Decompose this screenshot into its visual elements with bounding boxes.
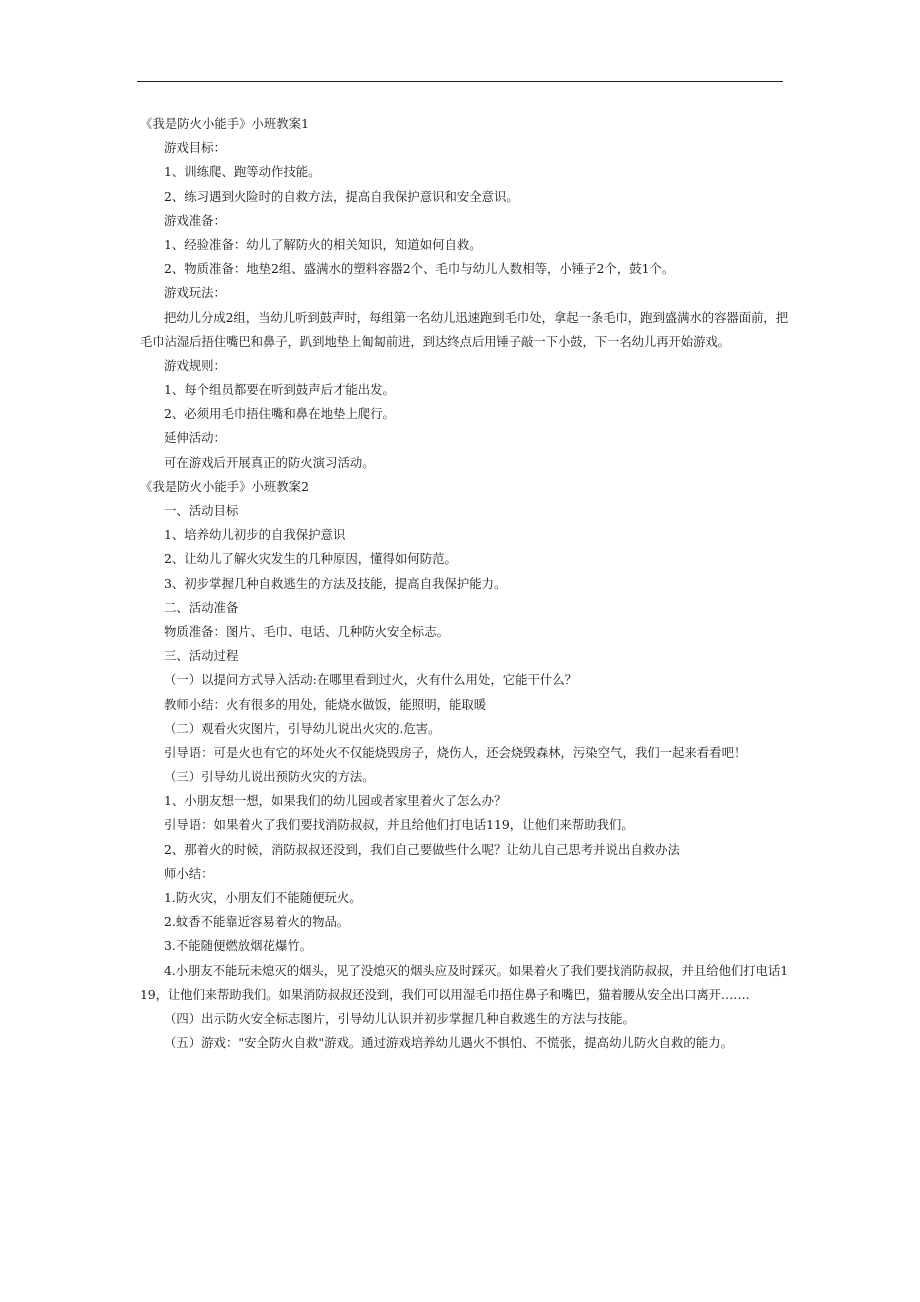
plan2-step-2: （二）观看火灾图片，引导幼儿说出火灾的.危害。 xyxy=(164,720,441,736)
header-rule xyxy=(137,81,783,82)
plan2-teacher-summary-2: 师小结： xyxy=(164,865,214,881)
plan1-ext-heading: 延伸活动： xyxy=(164,430,226,446)
plan1-play-heading: 游戏玩法： xyxy=(164,285,226,301)
plan2-tip-1: 1.防火灾，小朋友们不能随便玩火。 xyxy=(164,890,362,906)
plan2-step-3: （三）引导幼儿说出预防火灾的方法。 xyxy=(164,769,375,785)
plan2-sec2-heading: 二、活动准备 xyxy=(164,599,239,615)
plan2-teacher-summary-1: 教师小结：火有很多的用处，能烧水做饭，能照明，能取暖 xyxy=(164,696,487,712)
plan1-prep-heading: 游戏准备： xyxy=(164,212,226,228)
plan1-title: 《我是防火小能手》小班教案1 xyxy=(140,116,309,131)
plan1-goal-1: 1、训练爬、跑等动作技能。 xyxy=(164,164,321,180)
plan2-tip-3: 3.不能随便燃放烟花爆竹。 xyxy=(164,938,313,954)
plan2-question-2: 2、那着火的时候，消防叔叔还没到，我们自己要做些什么呢？让幼儿自己思考并说出自救办法 xyxy=(164,841,680,857)
plan1-ext-text: 可在游戏后开展真正的防火演习活动。 xyxy=(164,454,375,470)
plan2-obj-1: 1、培养幼儿初步的自我保护意识 xyxy=(164,527,346,543)
plan1-goal-2: 2、练习遇到火险时的自救方法，提高自我保护意识和安全意识。 xyxy=(164,188,519,204)
plan2-sec1-heading: 一、活动目标 xyxy=(164,503,239,519)
plan2-tip-2: 2.蚊香不能靠近容易着火的物品。 xyxy=(164,914,350,930)
plan2-tip-4: 4.小朋友不能玩未熄灭的烟头，见了没熄灭的烟头应及时踩灭。如果着火了我们要找消防叔叔，并且给他们打电话119，让他们来帮助我们。如果消防叔叔还没到，我们可以用湿毛巾捂住鼻子和嘴巴，猫着腰从安全出口离开……. xyxy=(140,962,788,1002)
plan2-guide-2: 引导语：如果着火了我们要找消防叔叔，并且给他们打电话119，让他们来帮助我们。 xyxy=(164,817,634,833)
plan1-prep-2: 2、物质准备：地垫2组、盛满水的塑料容器2个、毛巾与幼儿人数相等，小锤子2个，鼓1个。 xyxy=(164,261,675,277)
plan1-goal-heading: 游戏目标： xyxy=(164,140,226,156)
plan2-step-1: （一）以提问方式导入活动:在哪里看到过火，火有什么用处，它能干什么？ xyxy=(164,672,578,688)
plan2-question-1: 1、小朋友想一想，如果我们的幼儿园或者家里着火了怎么办？ xyxy=(164,793,507,809)
plan2-guide-1: 引导语：可是火也有它的坏处火不仅能烧毁房子，烧伤人，还会烧毁森林，污染空气，我们一起来看看吧！ xyxy=(164,744,747,760)
plan2-step-4: （四）出示防火安全标志图片，引导幼儿认识并初步掌握几种自救逃生的方法与技能。 xyxy=(164,1011,635,1026)
plan2-materials: 物质准备：图片、毛巾、电话、几种防火安全标志。 xyxy=(164,623,449,639)
plan2-obj-3: 3、初步掌握几种自救逃生的方法及技能，提高自我保护能力。 xyxy=(164,575,507,591)
plan1-rule-2: 2、必须用毛巾捂住嘴和鼻在地垫上爬行。 xyxy=(164,406,395,422)
plan2-sec3-heading: 三、活动过程 xyxy=(164,648,239,664)
plan2-step-5: （五）游戏："安全防火自救"游戏。通过游戏培养幼儿遇火不惧怕、不慌张，提高幼儿防火自救的能力。 xyxy=(164,1035,733,1051)
plan1-play-text: 把幼儿分成2组，当幼儿听到鼓声时，每组第一名幼儿迅速跑到毛巾处，拿起一条毛巾，跑到盛满水的容器面前，把毛巾沾湿后捂住嘴巴和鼻子，趴到地垫上匍匐前进，到达终点后用锤子敲一下小鼓，下一名幼儿再开始游戏。 xyxy=(140,309,788,349)
plan1-rule-1: 1、每个组员都要在听到鼓声后才能出发。 xyxy=(164,382,395,398)
plan1-rules-heading: 游戏规则： xyxy=(164,357,226,373)
plan1-prep-1: 1、经验准备：幼儿了解防火的相关知识，知道如何自救。 xyxy=(164,236,482,252)
document-body xyxy=(140,112,788,1055)
plan2-title: 《我是防火小能手》小班教案2 xyxy=(140,478,309,494)
plan2-obj-2: 2、让幼儿了解火灾发生的几种原因，懂得如何防范。 xyxy=(164,551,457,567)
